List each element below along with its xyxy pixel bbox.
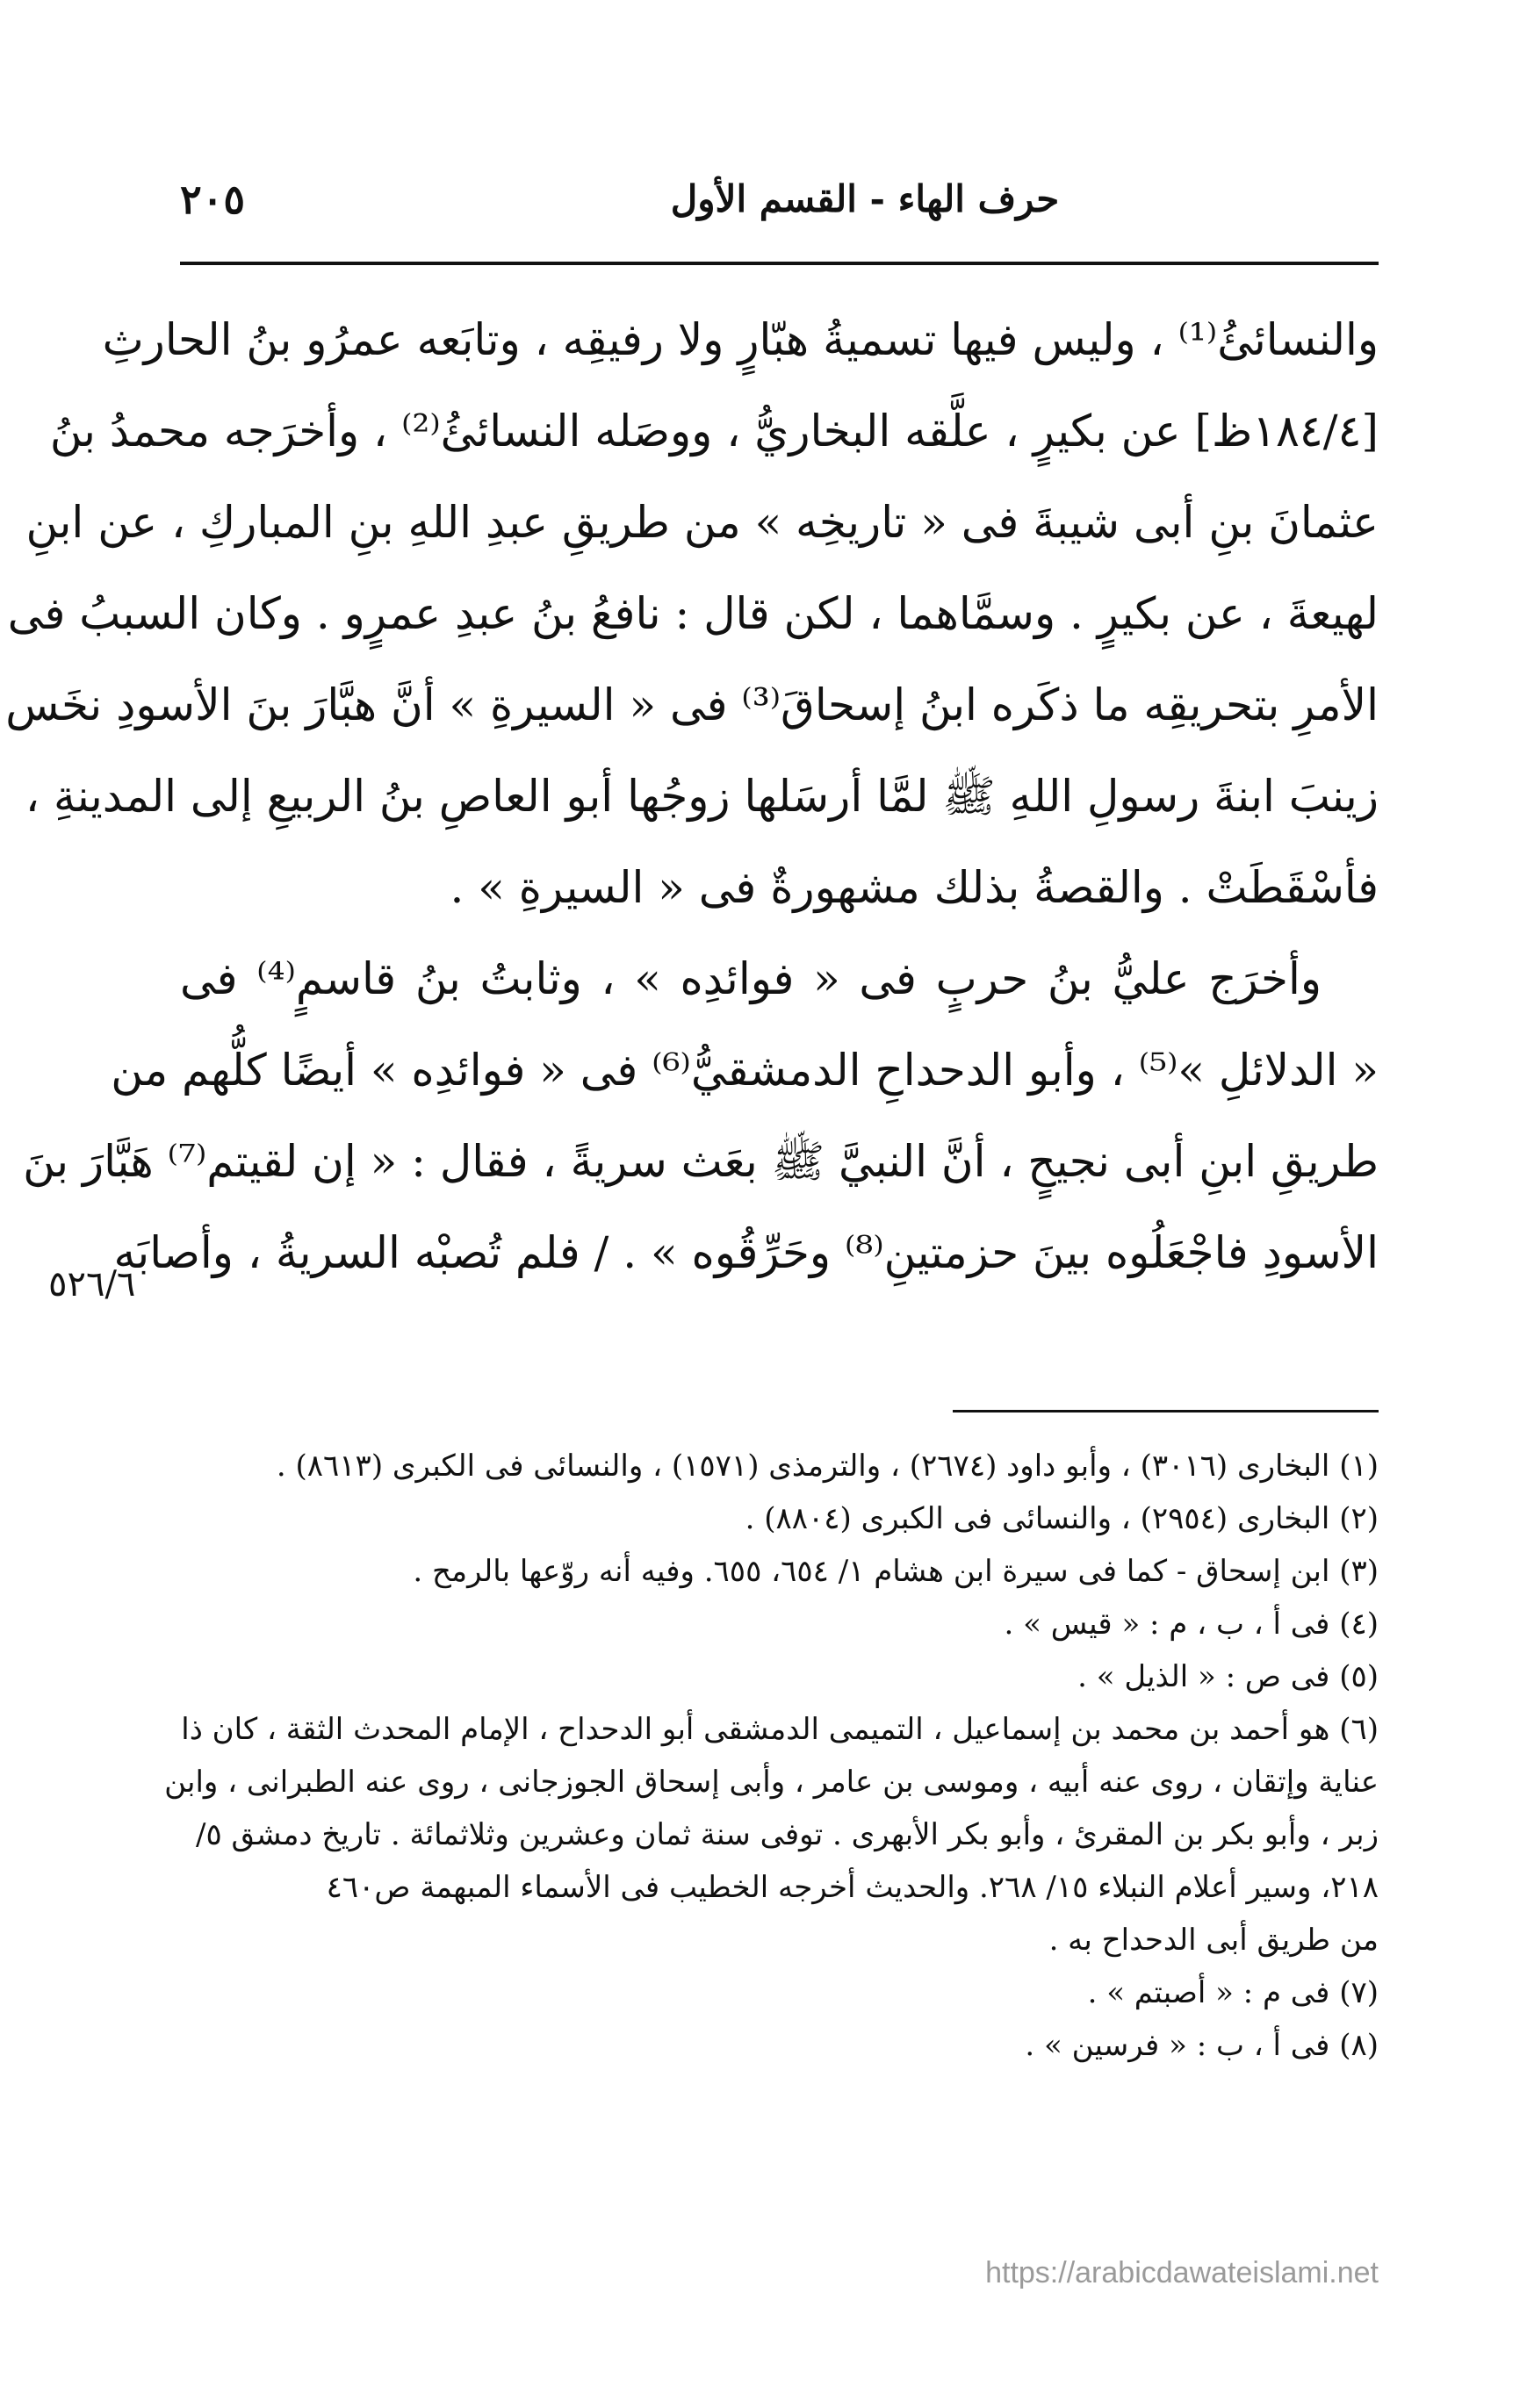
text-line: الأمرِ بتحريقِه ما ذكَره ابنُ إسحاقَ⁽³⁾ فى « السيرةِ » أنَّ هبَّارَ بنَ الأسودِ نخَس — [5, 679, 1379, 730]
footnote: (١) البخارى (٣٠١٦) ، وأبو داود (٢٦٧٤) ، والترمذى (١٥٧١) ، والنسائى فى الكبرى (٨٦١٣) . — [276, 1448, 1379, 1484]
page-number: ٢٠٥ — [180, 176, 246, 223]
text-line: فأسْقَطَتْ . والقصةُ بذلك مشهورةٌ فى « السيرةِ » . — [450, 862, 1379, 913]
watermark-url: https://arabicdawateislami.net — [985, 2256, 1379, 2289]
footnote-continuation: ٢١٨، وسير أعلام النبلاء ١٥/ ٢٦٨. والحديث أخرجه الخطيب فى الأسماء المبهمة ص٤٦٠ — [326, 1870, 1379, 1905]
footnote-rule — [953, 1410, 1379, 1412]
text-line: الأسودِ فاجْعَلُوه بينَ حزمتينِ⁽⁸⁾ وحَرِّقُوه » . / فلم تُصبْه السريةُ ، وأصابَه — [113, 1227, 1379, 1278]
footnote-continuation: عناية وإتقان ، روى عنه أبيه ، وموسى بن عامر ، وأبى إسحاق الجوزجانى ، روى عنه الطبرانى ، وابن — [164, 1765, 1379, 1800]
text-line: زينبَ ابنةَ رسولِ اللهِ ﷺ لمَّا أرسَلها زوجُها أبو العاصِ بنُ الربيعِ إلى المدينةِ ، — [25, 771, 1379, 822]
text-line: وأخرَج عليُّ بنُ حربٍ فى « فوائدِه » ، وثابتُ بنُ قاسمٍ⁽⁴⁾ فى — [180, 953, 1322, 1004]
footnote: (٧) فى م : « أصبتم » . — [1087, 1975, 1379, 2010]
header-rule — [180, 262, 1379, 265]
footnote: (٢) البخارى (٢٩٥٤) ، والنسائى فى الكبرى (٨٨٠٤) . — [745, 1501, 1379, 1536]
text-line: طريقِ ابنِ أبى نجيحٍ ، أنَّ النبيَّ ﷺ بعَث سريةً ، فقال : « إن لقيتم⁽⁷⁾ هَبَّارَ بنَ — [23, 1136, 1379, 1187]
text-line: « الدلائلِ »⁽⁵⁾ ، وأبو الدحداحِ الدمشقيُّ⁽⁶⁾ فى « فوائدِه » أيضًا كلُّهم من — [111, 1045, 1379, 1096]
footnote: (٤) فى أ ، ب ، م : « قيس » . — [1004, 1607, 1379, 1642]
text-line: عثمانَ بنِ أبى شيبةَ فى « تاريخِه » من طريقِ عبدِ اللهِ بنِ المباركِ ، عن ابنِ — [25, 497, 1379, 548]
footnote: (٥) فى ص : « الذيل » . — [1077, 1659, 1379, 1694]
footnote: (٦) هو أحمد بن محمد بن إسماعيل ، التميمى الدمشقى أبو الدحداح ، الإمام المحدث الثقة ، كان ذا — [181, 1712, 1379, 1747]
footnote: (٣) ابن إسحاق - كما فى سيرة ابن هشام ١/ ٦٥٤، ٦٥٥. وفيه أنه روّعها بالرمح . — [413, 1554, 1379, 1589]
running-title: حرف الهاء - القسم الأول — [670, 177, 1060, 220]
text-line: لهيعةَ ، عن بكيرٍ . وسمَّاهما ، لكن قال : نافعُ بنُ عبدِ عمرٍو . وكان السببُ فى — [7, 588, 1379, 639]
footnotes — [164, 1440, 1379, 2072]
footnote: (٨) فى أ ، ب : « فرسين » . — [1025, 2028, 1379, 2063]
text-line: والنسائئُ⁽¹⁾ ، وليس فيها تسميةُ هبّارٍ ولا رفيقِه ، وتابَعه عمرُو بنُ الحارثِ — [102, 314, 1379, 365]
text-line: [١٨٤/٤ظ] عن بكيرٍ ، علَّقه البخاريُّ ، ووصَله النسائئُ⁽²⁾ ، وأخرَجه محمدُ بنُ — [49, 406, 1379, 456]
footnote-continuation: من طريق أبى الدحداح به . — [1048, 1923, 1379, 1958]
margin-reference: ٥٢٦/٦ — [48, 1264, 136, 1305]
footnote-continuation: زبر ، وأبو بكر بن المقرئ ، وأبو بكر الأبهرى . توفى سنة ثمان وعشرين وثلاثمائة . تاريخ دمشق ٥/ — [195, 1817, 1379, 1852]
page-header — [180, 167, 1379, 246]
